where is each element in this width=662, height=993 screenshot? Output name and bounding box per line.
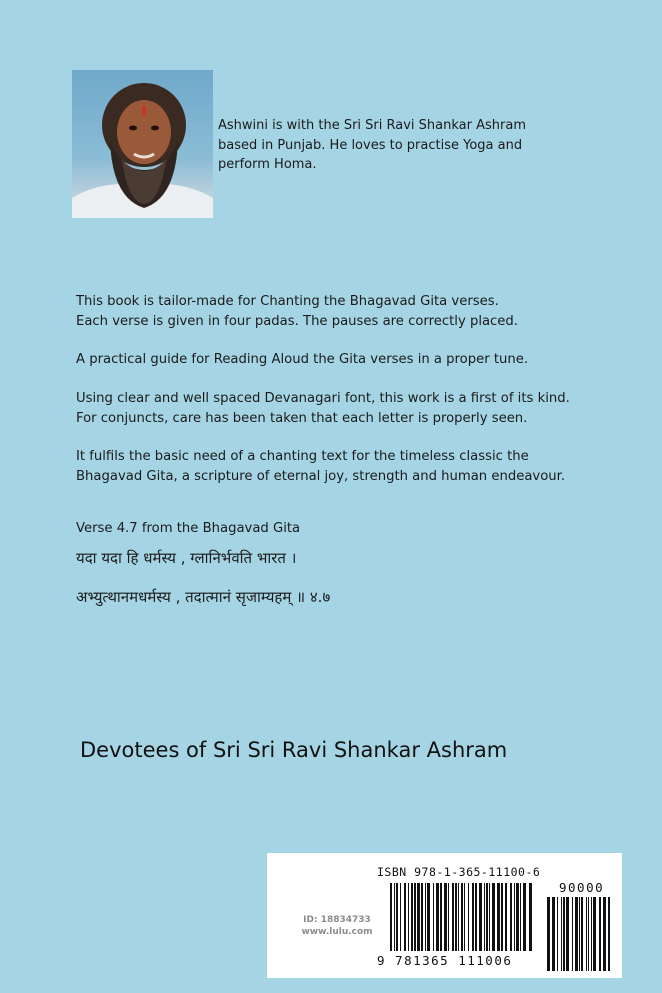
lulu-id-text: ID: 18834733 (303, 915, 371, 925)
isbn-text: ISBN 978-1-365-11100-6 (377, 865, 541, 879)
description-line: Bhagavad Gita, a scripture of eternal joy, strength and human endeavour. (76, 468, 566, 484)
description-paragraph (76, 389, 576, 428)
verse-label: Verse 4.7 from the Bhagavad Gita (76, 521, 301, 536)
sanskrit-verse-line: यदा यदा हि धर्मस्य , ग्लानिर्भवति भारत । (76, 549, 297, 567)
description-line: Using clear and well spaced Devanagari font, this work is a first of its kind. (76, 391, 570, 406)
author-photo (72, 70, 213, 218)
description-paragraph (76, 447, 576, 486)
lulu-site: www.lulu.com (301, 927, 373, 937)
publisher-line: Devotees of Sri Sri Ravi Shankar Ashram (80, 738, 508, 762)
description-paragraph (76, 292, 576, 331)
description-line: For conjuncts, care has been taken that each letter is properly seen. (76, 410, 528, 426)
sanskrit-verse-line: अभ्युत्थानमधर्मस्य , तदात्मानं सृजाम्यहम् ॥ ४.७ (76, 588, 331, 606)
barcode-addon: 90000 (559, 880, 605, 895)
description-paragraph (76, 350, 576, 370)
author-bio (218, 116, 538, 175)
description-line: A practical guide for Reading Aloud the Gita verses in a proper tune. (76, 352, 529, 367)
author-portrait-icon (72, 70, 213, 218)
description-line: It fulfils the basic need of a chanting text for the timeless classic the (76, 449, 529, 464)
description-line: Each verse is given in four padas. The pauses are correctly placed. (76, 313, 518, 329)
barcode-box (267, 853, 622, 978)
bio-line: perform Homa. (218, 157, 317, 172)
barcode-digits: 9 781365 111006 (377, 953, 513, 968)
bio-line: based in Punjab. He loves to practise Yoga and (218, 137, 523, 153)
bio-line: Ashwini is with the Sri Sri Ravi Shankar Ashram (218, 118, 526, 133)
description-line: This book is tailor-made for Chanting the Bhagavad Gita verses. (76, 294, 499, 309)
